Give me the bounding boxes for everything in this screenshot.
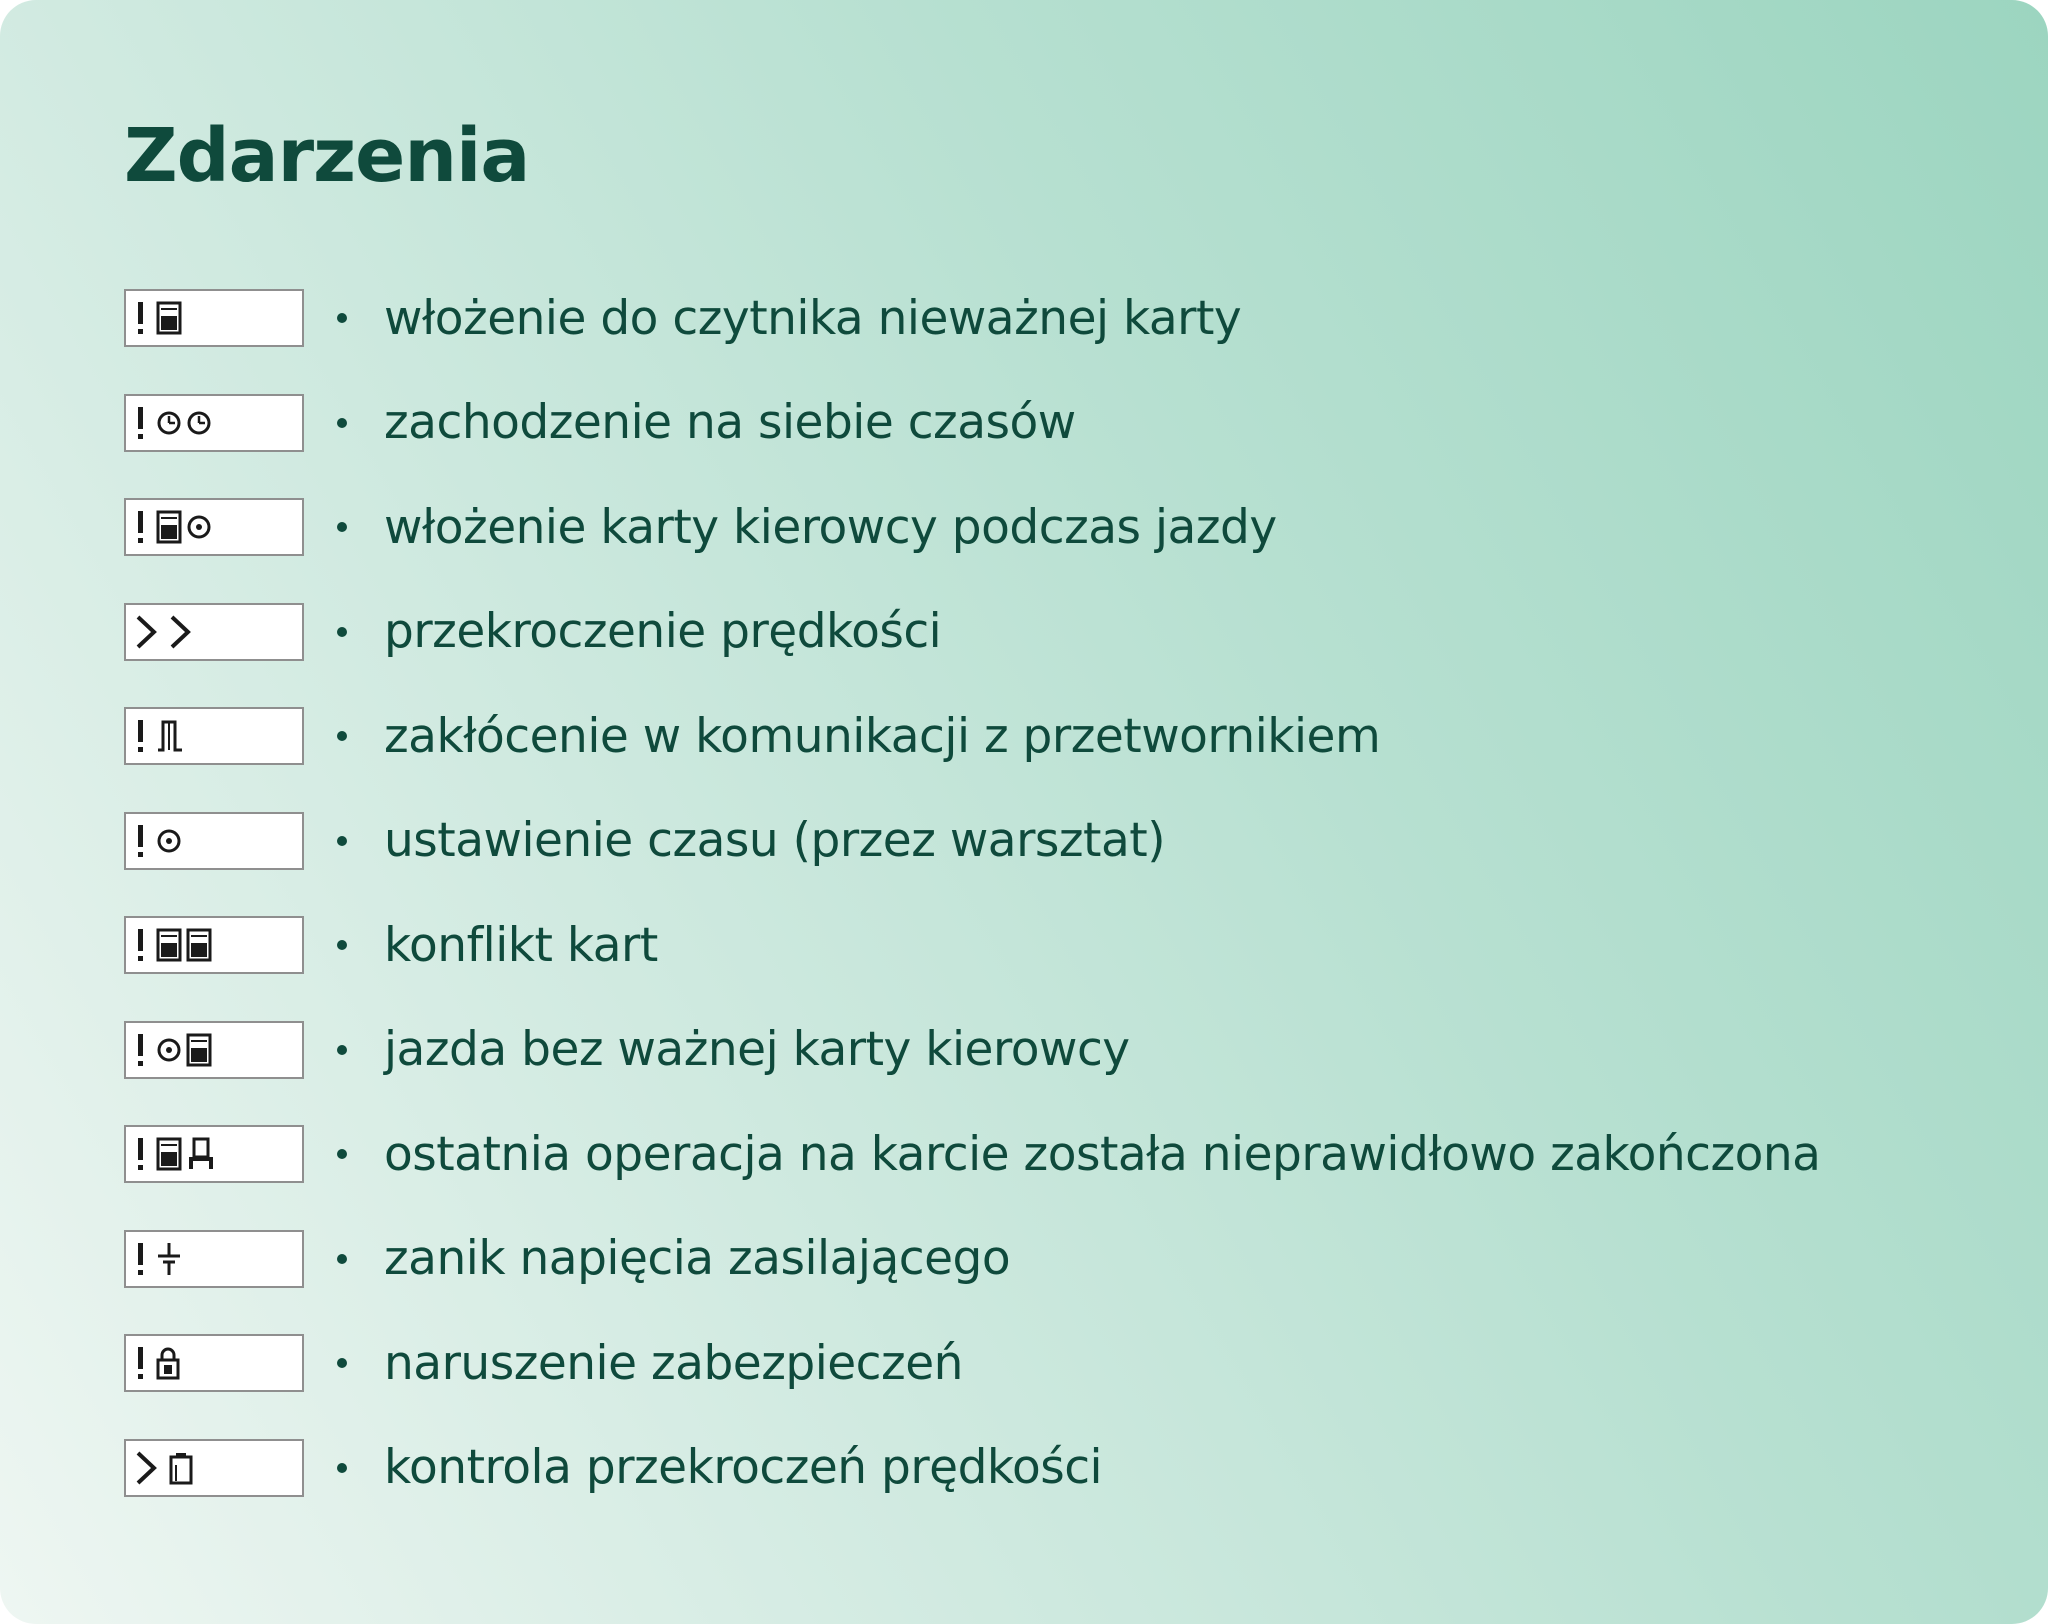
bullet-dot (337, 627, 347, 637)
bullet-dot (337, 1045, 347, 1055)
event-symbol-box (124, 394, 304, 452)
chevron-right-icon (168, 613, 194, 651)
event-item (124, 811, 1820, 871)
bullet-dot (337, 1149, 347, 1159)
event-label: konflikt kart (384, 917, 658, 973)
exclamation-icon (134, 300, 148, 336)
bullet-dot (337, 522, 347, 532)
event-symbol-box (124, 603, 304, 661)
event-item (124, 393, 1820, 453)
events-list (124, 288, 1820, 1542)
exclamation-icon (134, 718, 148, 754)
exclamation-icon (134, 1032, 148, 1068)
card-eject-icon (186, 1137, 216, 1171)
event-label: zachodzenie na siebie czasów (384, 395, 1076, 450)
bullet-dot (337, 1358, 347, 1368)
event-symbol-box (124, 1439, 304, 1497)
pulse-icon (156, 718, 184, 754)
event-symbol-box (124, 1021, 304, 1079)
card-icon (156, 928, 182, 962)
exclamation-icon (134, 927, 148, 963)
event-label: ostatnia operacja na karcie została nieprawidłowo zakończona (384, 1126, 1821, 1182)
card-icon (156, 510, 182, 544)
power-supply-icon (156, 1241, 182, 1277)
event-item (124, 1438, 1820, 1498)
page-title: Zdarzenia (124, 113, 530, 199)
tachograph-icon (168, 1451, 194, 1485)
exclamation-icon (134, 405, 148, 441)
event-label: ustawienie czasu (przez warsztat) (384, 813, 1166, 868)
event-symbol-box (124, 916, 304, 974)
chevron-right-icon (134, 1449, 160, 1487)
event-item (124, 1229, 1820, 1289)
padlock-icon (156, 1346, 180, 1380)
event-symbol-box (124, 707, 304, 765)
event-symbol-box (124, 1230, 304, 1288)
event-label: włożenie do czytnika nieważnej karty (384, 290, 1242, 346)
event-symbol-box (124, 812, 304, 870)
event-item (124, 288, 1820, 348)
exclamation-icon (134, 1345, 148, 1381)
event-symbol-box (124, 1334, 304, 1392)
card-icon (156, 301, 182, 335)
steering-wheel-icon (186, 514, 212, 540)
event-symbol-box (124, 1125, 304, 1183)
bullet-dot (337, 940, 347, 950)
event-symbol-box (124, 289, 304, 347)
event-item (124, 602, 1820, 662)
bullet-dot (337, 836, 347, 846)
card-icon (186, 1033, 212, 1067)
exclamation-icon (134, 1241, 148, 1277)
bullet-dot (337, 731, 347, 741)
event-item (124, 497, 1820, 557)
event-label: włożenie karty kierowcy podczas jazdy (384, 499, 1277, 555)
card-icon (186, 928, 212, 962)
event-label: zanik napięcia zasilającego (384, 1231, 1011, 1286)
steering-wheel-icon (156, 828, 182, 854)
event-symbol-box (124, 498, 304, 556)
event-label: jazda bez ważnej karty kierowcy (384, 1022, 1130, 1077)
event-label: przekroczenie prędkości (384, 604, 942, 659)
clock-icon (186, 410, 212, 436)
event-item (124, 706, 1820, 766)
exclamation-icon (134, 823, 148, 859)
clock-icon (156, 410, 182, 436)
card-icon (156, 1137, 182, 1171)
event-label: zakłócenie w komunikacji z przetwornikiem (384, 708, 1381, 764)
bullet-dot (337, 1463, 347, 1473)
steering-wheel-icon (156, 1037, 182, 1063)
event-item (124, 1333, 1820, 1393)
event-label: naruszenie zabezpieczeń (384, 1335, 963, 1391)
bullet-dot (337, 1254, 347, 1264)
exclamation-icon (134, 1136, 148, 1172)
bullet-dot (337, 313, 347, 323)
event-item (124, 1020, 1820, 1080)
exclamation-icon (134, 509, 148, 545)
event-item (124, 915, 1820, 975)
event-label: kontrola przekroczeń prędkości (384, 1440, 1103, 1495)
event-item (124, 1124, 1820, 1184)
bullet-dot (337, 418, 347, 428)
chevron-right-icon (134, 613, 160, 651)
